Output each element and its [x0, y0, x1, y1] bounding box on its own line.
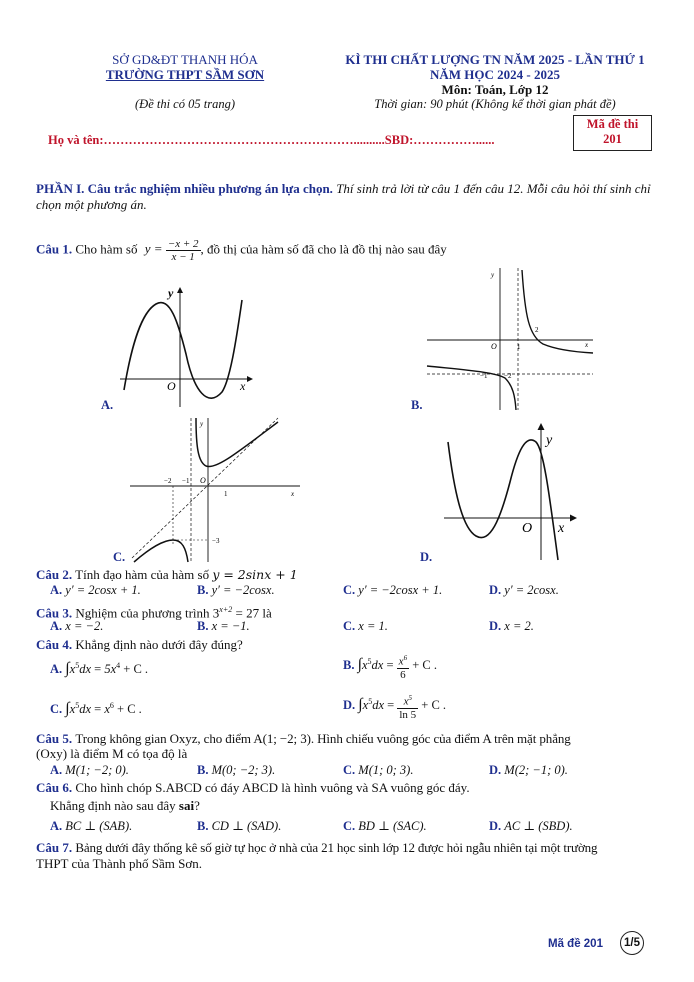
q3-post: là [262, 605, 272, 621]
q1-option-d[interactable]: D. [420, 550, 433, 564]
page-number-badge: 1/5 [620, 931, 644, 955]
q3-base: 3 [212, 605, 220, 621]
q3-label: Câu 3. [36, 605, 73, 621]
q5-line1: Trong không gian Oxyz, cho điểm A(1; −2; 3). Hình chiếu vuông góc của điểm A trên mặt phẳng [75, 731, 571, 746]
question-2 [36, 567, 298, 582]
q1-y-eq: y = [144, 241, 163, 257]
graph-a-curve [124, 300, 242, 398]
q6-line2: Khẳng định nào sau đây sai? [50, 798, 200, 813]
q6-label: Câu 6. [36, 780, 73, 795]
graph-d-x-label: x [558, 521, 565, 536]
q1-post: , đồ thị của hàm số đã cho là đồ thị nào sau đây [200, 241, 447, 257]
q3-exponent: x+2 [219, 605, 233, 614]
graph-b-origin: O [491, 342, 497, 351]
question-5 [36, 731, 664, 746]
q2-label: Câu 2. [36, 567, 73, 582]
q3-option-a[interactable]: A. x = −2. [50, 619, 104, 633]
graph-a-origin: O [167, 379, 176, 393]
q5-option-c[interactable]: C. M(1; 0; 3). [343, 763, 414, 777]
q1-option-a[interactable]: A. [101, 398, 114, 412]
school-year: NĂM HỌC 2024 - 2025 [430, 67, 560, 82]
q6-option-a[interactable]: A. BC ⊥ (SAB). [50, 819, 133, 833]
q7-label: Câu 7. [36, 840, 73, 855]
q5-option-b[interactable]: B. M(0; −2; 3). [197, 763, 276, 777]
graph-c-tick-1: 1 [224, 490, 228, 498]
q1-denominator: x − 1 [171, 251, 195, 263]
q3-option-d[interactable]: D. x = 2. [489, 619, 534, 633]
part-one-title: PHẦN I. Câu trắc nghiệm nhiều phương án lựa chọn. [36, 181, 333, 196]
q3-option-c[interactable]: C. x = 1. [343, 619, 388, 633]
q2-option-c[interactable]: C. y′ = −2cosx + 1. [343, 583, 443, 597]
graph-b-y-label: y [491, 271, 495, 279]
q4-option-c[interactable]: C. $\int x^5dx = x^6 + C$ . [50, 700, 142, 717]
graph-c-x-label: x [291, 490, 295, 498]
graph-b-tick-m1: −1 [480, 372, 488, 380]
q3-text: Nghiệm của phương trình [75, 605, 210, 621]
graph-b-tick-m2: −2 [504, 372, 512, 380]
q2-function: y = 2sinx + 1 [212, 567, 298, 582]
q4-text: Khẳng định nào dưới đây đúng? [75, 637, 243, 652]
graph-c-left-branch [134, 540, 188, 562]
q1-option-c[interactable]: C. [113, 550, 126, 564]
graph-c-tick-m1: −1 [182, 477, 190, 485]
q4-option-b[interactable]: B. $\int x^5dx$ = $\frac{x^6}{6}$ + C . [343, 654, 437, 681]
q6-option-d[interactable]: D. AC ⊥ (SBD). [489, 819, 573, 833]
exam-code-box [573, 115, 652, 151]
q4-label: Câu 4. [36, 637, 73, 652]
q6-option-b[interactable]: B. CD ⊥ (SAD). [197, 819, 282, 833]
footer-exam-code: Mã đề 201 [548, 938, 603, 950]
q1-option-b[interactable]: B. [411, 398, 423, 412]
subject: Môn: Toán, Lớp 12 [441, 82, 549, 97]
q1-numerator: −x + 2 [167, 238, 199, 250]
graph-b-x-label: x [585, 341, 589, 349]
part-one-instruction: Thí sinh trả lời từ câu 1 đến câu 12. Mỗi câu hỏi thí sinh chỉ chọn một phương án. [36, 181, 651, 212]
graph-b-right-branch [522, 270, 593, 353]
exam-title: KÌ THI CHẤT LƯỢNG TN NĂM 2025 - LẦN THỨ 1 [345, 52, 645, 67]
graph-a-y-label: y [168, 286, 174, 300]
graph-b-tick-1: 1 [517, 343, 521, 351]
q2-option-b[interactable]: B. y′ = −2cosx. [197, 583, 275, 597]
graph-b [425, 266, 595, 412]
graph-c-tick-m3: −3 [212, 537, 220, 545]
exam-code-value: 201 [603, 132, 622, 146]
graph-a [112, 282, 257, 410]
question-3 [36, 602, 272, 620]
school-name: TRƯỜNG THPT SẦM SƠN [105, 67, 265, 82]
question-7 [36, 840, 666, 855]
q2-option-a[interactable]: A. y′ = 2cosx + 1. [50, 583, 141, 597]
exam-time: Thời gian: 90 phút (Không kể thời gian phát đề) [374, 97, 616, 111]
q6-line1: Cho hình chóp S.ABCD có đáy ABCD là hình vuông và SA vuông góc đáy. [75, 780, 470, 795]
exam-code-label: Mã đề thi [586, 117, 639, 131]
candidate-info-line: Họ và tên:……………………………………………………..........SBD:……………...... [48, 133, 495, 147]
graph-c-tick-m2: −2 [164, 477, 172, 485]
graph-b-left-branch [427, 366, 516, 410]
graph-a-x-label: x [240, 379, 246, 393]
q2-option-d[interactable]: D. y′ = 2cosx. [489, 583, 559, 597]
q6-option-c[interactable]: C. BD ⊥ (SAC). [343, 819, 427, 833]
pages-note: (Đề thi có 05 trang) [135, 97, 235, 111]
q2-text: Tính đạo hàm của hàm số [75, 567, 210, 582]
question-6 [36, 780, 470, 795]
graph-b-tick-2: 2 [535, 326, 539, 334]
question-1 [36, 238, 447, 263]
q3-rhs: = 27 [235, 605, 260, 621]
q7-line1: Bảng dưới đây thống kê số giờ tự học ở nhà của 21 học sinh lớp 12 được hỏi ngẫu nhiên tại một trường [75, 840, 598, 855]
q1-fraction [166, 238, 201, 263]
graph-c-origin: O [200, 476, 206, 485]
q5-line2: (Oxy) là điểm M có tọa độ là [36, 746, 188, 761]
q5-option-d[interactable]: D. M(2; −1; 0). [489, 763, 568, 777]
q4-option-d[interactable]: D. $\int x^5dx$ = $\frac{x^5}{\ln 5}$ + C . [343, 694, 447, 721]
question-4 [36, 637, 243, 652]
dept-name: SỞ GD&ĐT THANH HÓA [112, 52, 258, 67]
q4-option-a[interactable]: A. $\int x^5dx = 5x^4 + C$ . [50, 660, 149, 677]
graph-d-origin: O [522, 521, 533, 536]
part-one-heading [36, 181, 661, 213]
q5-option-a[interactable]: A. M(1; −2; 0). [50, 763, 129, 777]
q1-label: Câu 1. [36, 241, 73, 257]
graph-c-y-label: y [200, 420, 204, 428]
q7-line2: THPT của Thành phố Sầm Sơn. [36, 856, 202, 871]
q1-pre: Cho hàm số [75, 241, 138, 257]
graph-c [128, 416, 303, 564]
q3-option-b[interactable]: B. x = −1. [197, 619, 250, 633]
graph-d-y-label: y [546, 433, 553, 448]
graph-d [440, 420, 580, 562]
q5-label: Câu 5. [36, 731, 73, 746]
